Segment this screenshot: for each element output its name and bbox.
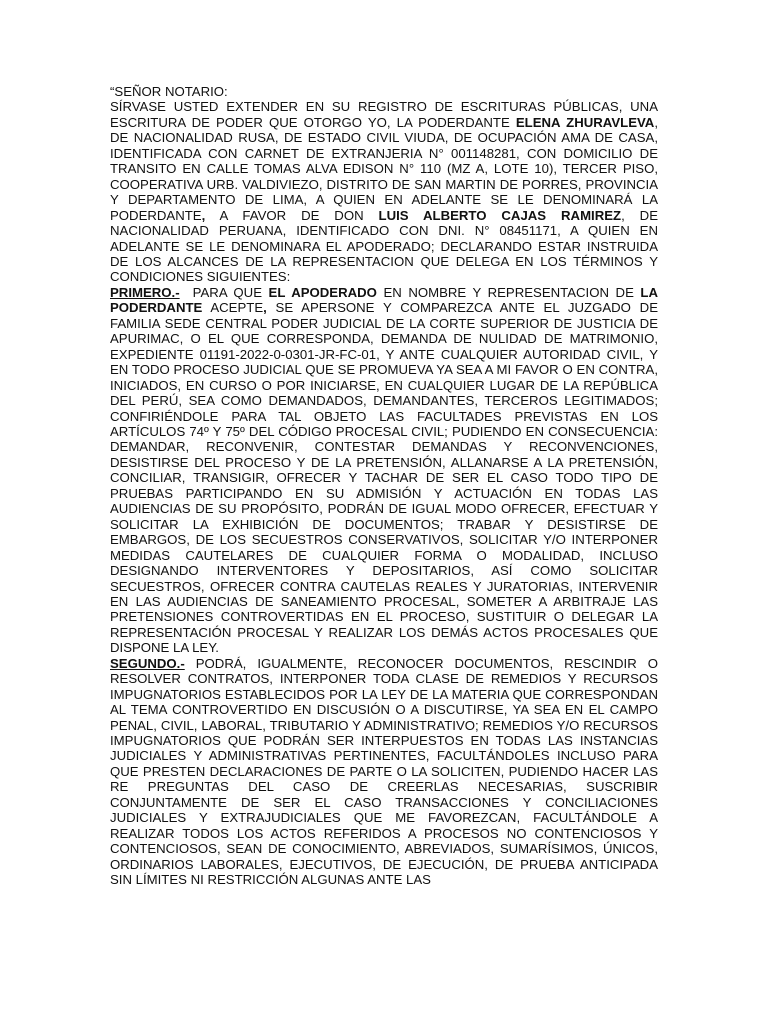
primero-paragraph [110, 285, 658, 656]
primero-bold-poderdante: LA PODERDANTE [110, 284, 658, 316]
primero-bold-comma: , [263, 300, 267, 316]
intro-text-1: SÍRVASE USTED EXTENDER EN SU REGISTRO DE ESCRITURAS PÚBLICAS, UNA ESCRITURA DE PODER QUE OTORGO YO, LA PODERDANTE [110, 99, 658, 130]
attorney-name: LUIS ALBERTO CAJAS RAMIREZ [378, 207, 622, 223]
primero-text-1: PARA QUE [179, 284, 269, 300]
intro-bold-comma: , [201, 207, 206, 223]
primero-text-2: EN NOMBRE Y REPRESENTACION DE [376, 284, 641, 300]
primero-heading: PRIMERO.- [110, 284, 180, 300]
primero-bold-apoderado: EL APODERADO [268, 284, 377, 300]
grantor-name: ELENA ZHURAVLEVA [515, 114, 655, 130]
intro-text-2: , DE NACIONALIDAD RUSA, DE ESTADO CIVIL VIUDA, DE OCUPACIÓN AMA DE CASA, IDENTIFICADA CON CARNET DE EXTRANJERIA N° 001148281, CON DOMICILIO DE TRANSITO EN CALLE TOMAS ALVA EDISON N° 110 (MZ A, LOTE 10), TERCER PISO, COOPERATIVA URB. VALDIVIEZO, DISTRITO DE SAN MARTIN DE PORRES, PROVINCIA Y DEPARTAMENTO DE LIMA, A QUIEN EN ADELANTE SE LE DENOMINARÁ LA PODERDANTE [110, 114, 659, 223]
primero-text-3: ACEPTE [202, 300, 264, 316]
salutation-text: “SEÑOR NOTARIO: [110, 84, 228, 99]
segundo-heading: SEGUNDO.- [110, 655, 185, 671]
intro-text-4: , DE NACIONALIDAD PERUANA, IDENTIFICADO CON DNI. N° 08451171, A QUIEN EN ADELANTE SE LE DENOMINARA EL APODERADO; DECLARANDO ESTAR INSTRUIDA DE LOS ALCANCES DE LA REPRESENTACION QUE DELEGA EN LOS TÉRMINOS Y CONDICIONES SIGUIENTES: [110, 207, 658, 285]
document-page [110, 84, 658, 888]
intro-text-3: A FAVOR DE DON [205, 207, 379, 223]
segundo-text-1: PODRÁ, IGUALMENTE, RECONOCER DOCUMENTOS, RESCINDIR O RESOLVER CONTRATOS, INTERPONER TODA CLASE DE REMEDIOS Y RECURSOS IMPUGNATORIOS ESTABLECIDOS POR LA LEY DE LA MATERIA QUE CORRESPONDAN AL TEMA CONTROVERTIDO EN DISCUSIÓN O A DISCUTIRSE, YA SEA EN EL CAMPO PENAL, CIVIL, LABORAL, TRIBUTARIO Y ADMINISTRATIVO; REMEDIOS Y/O RECURSOS IMPUGNATORIOS QUE PODRÁN SER INTERPUESTOS EN TODAS LAS INSTANCIAS JUDICIALES Y ADMINISTRATIVAS PERTINENTES, FACULTÁNDOLES INCLUSO PARA QUE PRESTEN DECLARACIONES DE PARTE O LA SOLICITEN, PUDIENDO HACER LAS RE PREGUNTAS DEL CASO DE CREERLAS NECESARIAS, SUSCRIBIR CONJUNTAMENTE DE SER EL CASO TRANSACCIONES Y CONCILIACIONES JUDICIALES Y EXTRAJUDICIALES QUE ME FAVOREZCAN, FACULTÁNDOLE A REALIZAR TODOS LOS ACTOS REFERIDOS A PROCESOS NO CONTENCIOSOS Y CONTENCIOSOS, SEAN DE CONOCIMIENTO, ABREVIADOS, SUMARÍSIMOS, ÚNICOS, ORDINARIOS LABORALES, EJECUTIVOS, DE EJECUCIÓN, DE PRUEBA ANTICIPADA SIN LÍMITES NI RESTRICCIÓN ALGUNAS ANTE LAS [110, 655, 658, 888]
intro-paragraph [110, 99, 658, 284]
segundo-paragraph [110, 656, 658, 888]
primero-text-4: SE APERSONE Y COMPAREZCA ANTE EL JUZGADO DE FAMILIA SEDE CENTRAL PODER JUDICIAL DE LA CORTE SUPERIOR DE JUSTICIA DE APURIMAC, O EL QUE CORRESPONDA, DEMANDA DE NULIDAD DE MATRIMONIO, EXPEDIENTE 01191-2022-0-0301-JR-FC-01, Y ANTE CUALQUIER AUTORIDAD CIVIL, Y EN TODO PROCESO JUDICIAL QUE SE PROMUEVA YA SEA A MI FAVOR O EN CONTRA, INICIADOS, EN CURSO O POR INICIARSE, EN CUALQUIER LUGAR DE LA REPÚBLICA DEL PERÚ, SEA COMO DEMANDADOS, DEMANDANTES, TERCEROS LEGITIMADOS; CONFIRIÉNDOLE PARA TAL OBJETO LAS FACULTADES PREVISTAS EN LOS ARTÍCULOS 74º Y 75º DEL CÓDIGO PROCESAL CIVIL; PUDIENDO EN CONSECUENCIA: DEMANDAR, RECONVENIR, CONTESTAR DEMANDAS Y RECONVENCIONES, DESISTIRSE DEL PROCESO Y DE LA PRETENSIÓN, ALLANARSE A LA PRETENSIÓN, CONCILIAR, TRANSIGIR, OFRECER Y TACHAR DE SER EL CASO TODO TIPO DE PRUEBAS PARTICIPANDO EN SU ADMISIÓN Y ACTUACIÓN EN TODAS LAS AUDIENCIAS DE SU PROPÓSITO, PODRÁN DE IGUAL MODO OFRECER, EFECTUAR Y SOLICITAR LA EXHIBICIÓN DE DOCUMENTOS; TRABAR Y DESISTIRSE DE EMBARGOS, DE LOS SECUESTROS CONSERVATIVOS, SOLICITAR Y/O INTERPONER MEDIDAS CAUTELARES DE CUALQUIER FORMA O MODALIDAD, INCLUSO DESIGNANDO INTERVENTORES Y DEPOSITARIOS, ASÍ COMO SOLICITAR SECUESTROS, OFRECER CONTRA CAUTELAS REALES Y JURATORIAS, INTERVENIR EN LAS AUDIENCIAS DE SANEAMIENTO PROCESAL, SOMETER A ARBITRAJE LAS PRETENSIONES CONTROVERTIDAS EN EL PROCESO, SUSTITUIR O DELEGAR LA REPRESENTACIÓN PROCESAL Y REALIZAR LOS DEMÁS ACTOS PROCESALES QUE DISPONE LA LEY. [110, 300, 658, 656]
salutation [110, 84, 658, 99]
